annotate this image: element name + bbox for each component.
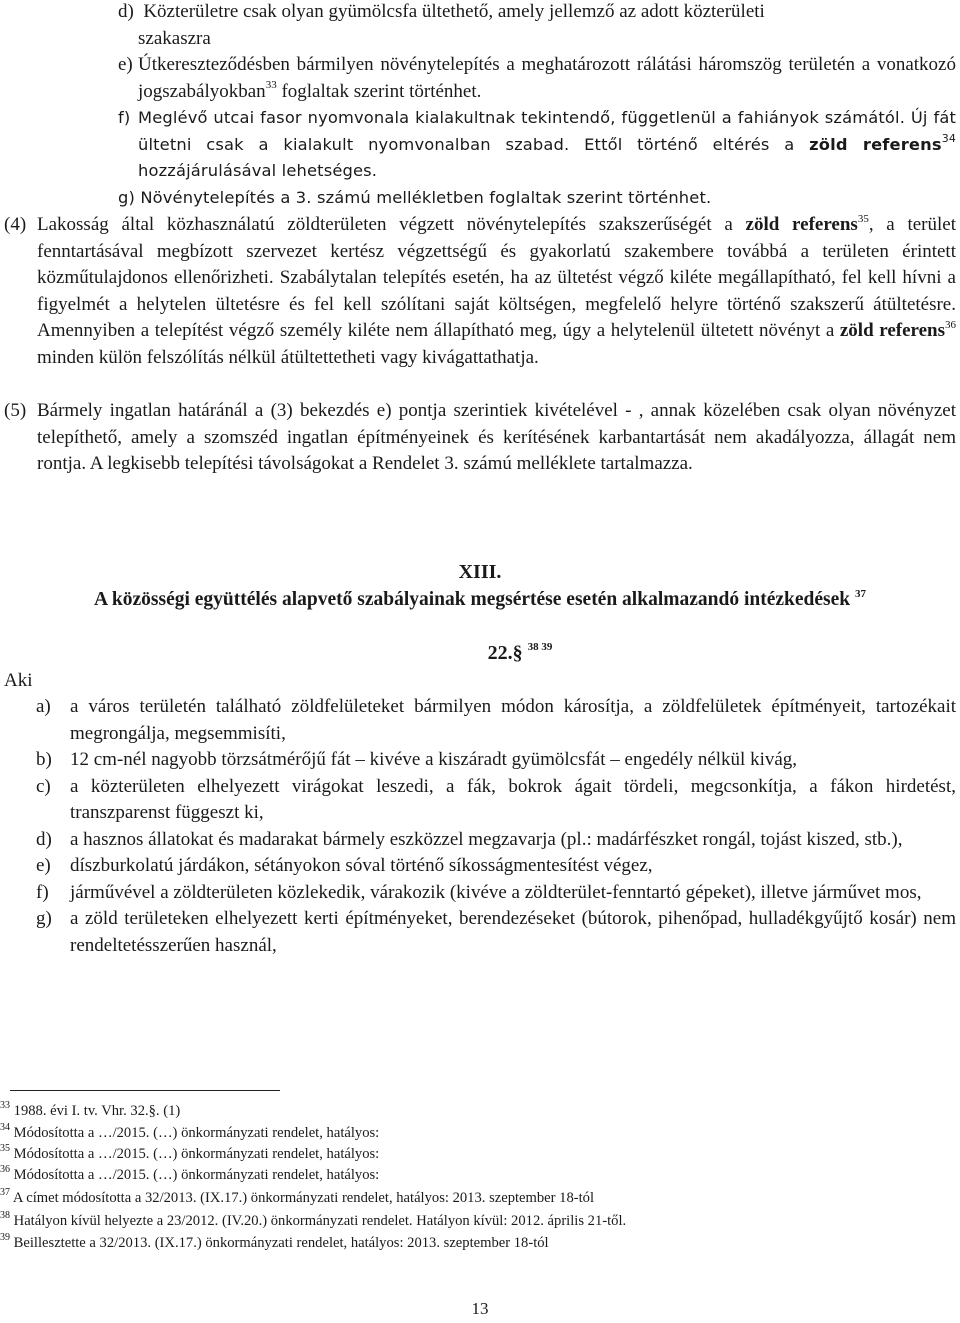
list-item [36, 880, 956, 907]
section-title: 22.§ $^{38 39}$ [487, 641, 553, 664]
list-item-g [118, 185, 956, 212]
footnote-ref[interactable]: 38 39 [527, 641, 553, 654]
item-text: díszburkolatú járdákon, sétányokon sóval történő síkosságmentesítést végez, [70, 855, 653, 876]
list-item [36, 774, 956, 827]
paragraph-text: Bármely ingatlan határánál a (3) bekezdés e) pontja szerintiek kivételével - , annak közelében csak olyan növényzet telepíthető, amely a szomszéd ingatlan építményeinek és kerítésének karbantartását nem akadályozza, állagát nem rontja. A legkisebb telepítési távolságokat a Rendelet 3. számú melléklete tartalmazza. [37, 400, 956, 474]
footnote-ref[interactable]: 36 [945, 318, 957, 331]
item-text: a zöld területeken elhelyezett kerti építményeket, berendezéseket (bútorok, pihenőpad, hulladékgyűjtő kosár) nem rendeltetésszerűen használ, [70, 908, 956, 956]
offense-list [36, 694, 956, 959]
footnote-ref[interactable]: 34 [941, 132, 956, 146]
footnote-text: A címet módosította a 32/2013. (IX.17.) önkormányzati rendelet, hatályos: 2013. szeptember 18-tól [12, 1190, 595, 1206]
list-item [36, 827, 956, 854]
footnote [0, 1189, 594, 1207]
paragraph-label: (4) [4, 214, 27, 235]
item-text: Közterületre csak olyan gyümölcsfa ültethető, amely jellemző az adott közterületi [143, 1, 765, 22]
aki-intro: Aki [4, 670, 33, 691]
footnote-text: Beillesztette a 32/2013. (IX.17.) önkormányzati rendelet, hatályos: 2013. szeptember 18-tól [13, 1235, 549, 1251]
page-number: 13 [471, 1299, 489, 1318]
item-label: g) [118, 188, 135, 207]
footnote-number: 34 [0, 1122, 10, 1134]
footnote-text: Módosította a …/2015. (…) önkormányzati rendelet, hatályos: [13, 1167, 380, 1183]
paragraph-text: Lakosság által közhasználatú zöldterületen végzett növénytelepítés szakszerűségét a zöld referens$^{35}$, a terület fenntartásával megbízott szervezet kertész végzettségű és gyakorlatú szakembere továbbá a területen érintett közműtulajdonos ellenőrizheti. Szabálytalan telepítés esetén, ha az ültetést végző kiléte megállapítható, fel kell hívni a figyelmét a helytelen ültetésre és fel kell szólítani saját költségen, megfelelő helyre történő szakszerű átültetésre. Amennyiben a telepítést végző személy kiléte nem állapítható meg, úgy a helytelenül ültetett növényt a zöld referens$^{36}$ minden külön felszólítás nélkül átültettetheti vagy kivágattathatja. [37, 212, 957, 368]
footnote-number: 39 [0, 1232, 10, 1244]
paragraph-4 [4, 212, 956, 371]
footnote [0, 1102, 180, 1120]
footnote-text: 1988. évi I. tv. Vhr. 32.§. (1) [13, 1103, 181, 1119]
list-item [36, 747, 956, 774]
item-label: d) [118, 1, 134, 22]
zold-referens: zöld referens [745, 214, 858, 235]
footnote-number: 38 [0, 1210, 10, 1222]
item-label: f) [36, 881, 49, 903]
footnote [0, 1212, 626, 1230]
chapter-number: XIII. [458, 561, 502, 583]
footnote-number: 33 [0, 1100, 10, 1112]
footnote-text: Módosította a …/2015. (…) önkormányzati rendelet, hatályos: [13, 1125, 380, 1141]
paragraph-label: (5) [4, 400, 27, 421]
footnote-ref[interactable]: 35 [857, 212, 869, 225]
footnote-number: 35 [0, 1143, 10, 1155]
item-text: Meglévő utcai fasor nyomvonala kialakultnak tekintendő, függetlenül a fahiányok számától. Új fát ültetni csak a kialakult nyomvonalban szabad. Ettől történő eltérés a zöld referens$^{34}$ hozzájárulásával lehetséges. [138, 108, 956, 180]
item-text: Növénytelepítés a 3. számú mellékletben foglaltak szerint történhet. [140, 188, 712, 207]
footnote-number: 36 [0, 1164, 10, 1176]
item-text: 12 cm-nél nagyobb törzsátmérőjű fát – kivéve a kiszáradt gyümölcsfát – engedély nélkül kivág, [70, 749, 798, 770]
footnote-number: 37 [0, 1187, 10, 1199]
item-text: a hasznos állatokat és madarakat bármely eszközzel megzavarja (pl.: madárfészket rongál, tojást kiszed, stb.), [70, 828, 903, 850]
list-item [36, 694, 956, 747]
item-label: e) [118, 54, 133, 75]
item-text: a város területén található zöldfelületeket bármilyen módon károsítja, a zöldfelületek építményeit, tartozékait megrongálja, megsemmisíti, [70, 696, 956, 744]
footnote [0, 1124, 379, 1142]
item-label: f) [118, 108, 131, 127]
footnote-text: Hatályon kívül helyezte a 23/2012. (IV.20.) önkormányzati rendelet. Hatályon kívül: 2012. április 21-től. [13, 1213, 627, 1229]
item-text-cont: szakaszra [138, 27, 211, 49]
item-label: d) [36, 828, 52, 850]
chapter-title: A közösségi együttélés alapvető szabályainak megsértése esetén alkalmazandó intézkedések $^{37}$ [94, 587, 866, 610]
item-label: e) [36, 855, 51, 876]
list-item-f [118, 105, 956, 185]
item-label: a) [36, 696, 51, 717]
item-text: a közterületen elhelyezett virágokat leszedi, a fák, bokrok ágait tördeli, megcsonkítja, a fákon hirdetést, transzparenst függeszt ki, [70, 775, 956, 823]
footnote-ref[interactable]: 37 [854, 587, 866, 600]
item-label: c) [36, 775, 51, 797]
item-text: Útkereszteződésben bármilyen növénytelepítés a meghatározott rálátási háromszög területén a vonatkozó jogszabályokban$^{33}$ foglaltak szerint történhet. [138, 54, 956, 102]
footnote-divider [10, 1090, 280, 1091]
list-item-d [118, 0, 956, 52]
footnote-ref[interactable]: 33 [265, 79, 277, 92]
item-text: járművével a zöldterületen közlekedik, várakozik (kivéve a zöldterület-fenntartó gépeket), illetve járművet mos, [70, 881, 922, 903]
list-item-e [118, 52, 956, 105]
footnote [0, 1234, 549, 1252]
footnote [0, 1145, 379, 1163]
footnote-text: Módosította a …/2015. (…) önkormányzati rendelet, hatályos: [13, 1146, 380, 1162]
list-item [36, 853, 956, 880]
paragraph-5 [4, 398, 956, 478]
footnote [0, 1166, 379, 1184]
item-label: b) [36, 749, 52, 770]
list-item [36, 906, 956, 959]
zold-referens: zöld referens [839, 320, 946, 341]
zold-referens: zöld referens [809, 134, 942, 154]
item-label: g) [36, 908, 52, 929]
